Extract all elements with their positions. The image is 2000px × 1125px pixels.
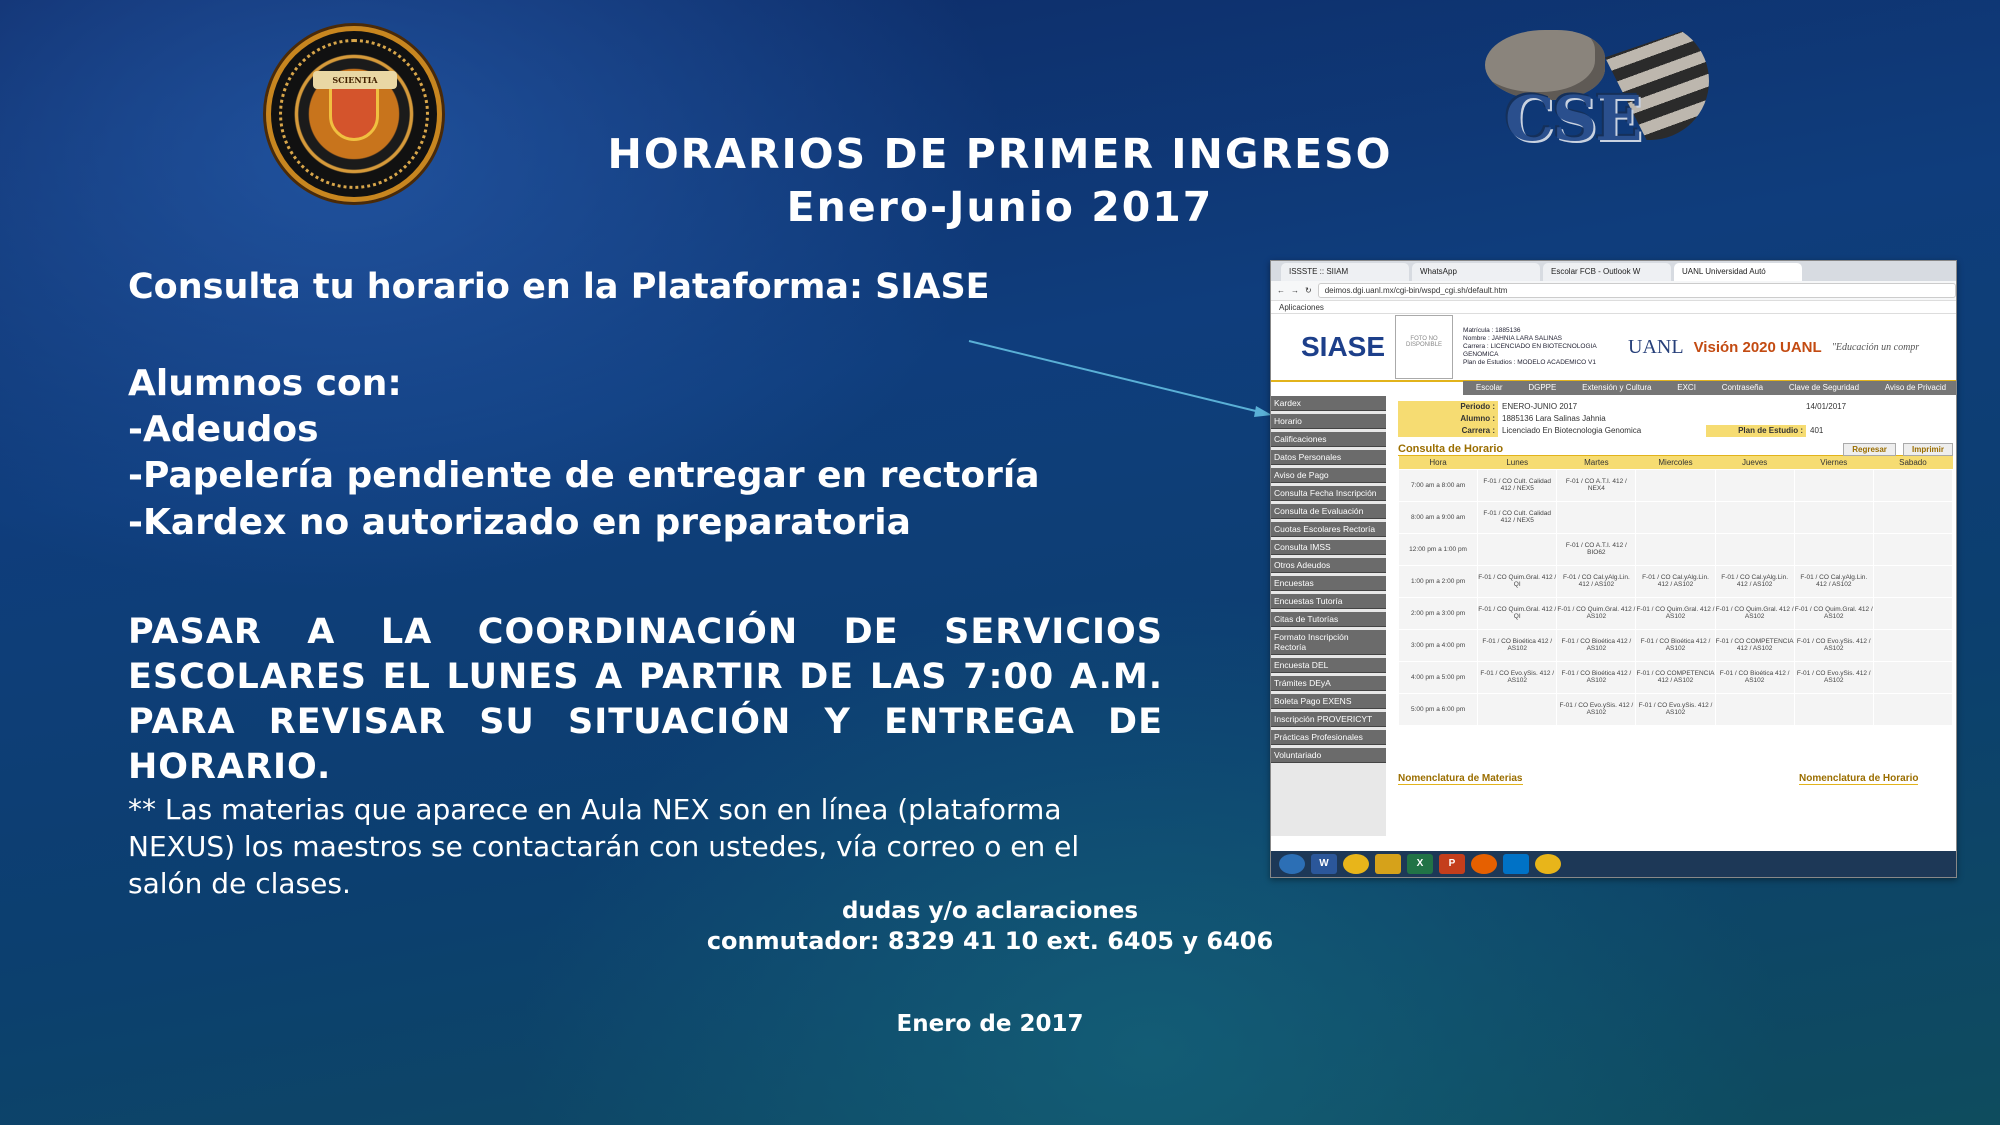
browser-tab[interactable]: ISSSTE :: SIIAM [1281, 263, 1409, 281]
hora-cell: 8:00 am a 9:00 am [1399, 501, 1478, 533]
sidebar-item[interactable]: Boleta Pago EXENS [1271, 694, 1386, 709]
class-cell: F-01 / CO A.T.I. 412 / NEX4 [1557, 469, 1636, 501]
sidebar-item[interactable]: Citas de Tutorías [1271, 612, 1386, 627]
coordinacion-notice: PASAR A LA COORDINACIÓN DE SERVICIOS ESCOLARES EL LUNES A PARTIR DE LAS 7:00 A.M. PARA REVISAR SU SITUACIÓN Y ENTREGA DE HORARIO. [128, 612, 1163, 787]
plan-label: Plan de Estudio : [1706, 425, 1806, 437]
alumnos-item: -Adeudos [128, 409, 319, 450]
url-field[interactable]: deimos.dgi.uanl.mx/cgi-bin/wspd_cgi.sh/default.htm [1318, 283, 1956, 298]
days-header [1399, 456, 1953, 469]
page-title: HORARIOS DE PRIMER INGRESO [607, 130, 1393, 178]
periodo-label: Periodo : [1398, 401, 1498, 413]
arrow-line [969, 341, 1268, 414]
class-cell: F-01 / CO Quim.Gral. 412 / QI [1478, 597, 1557, 629]
class-cell [1636, 469, 1715, 501]
class-cell: F-01 / CO Cal.yAlg.Lin. 412 / AS102 [1557, 565, 1636, 597]
day-header: Hora [1399, 456, 1478, 469]
uanl-logo: UANL [1628, 335, 1684, 358]
topnav-item[interactable]: Contraseña [1721, 383, 1764, 392]
class-cell [1873, 661, 1952, 693]
student-info [1463, 327, 1618, 367]
hora-cell: 12:00 pm a 1:00 pm [1399, 533, 1478, 565]
siase-topnav [1463, 381, 1957, 395]
info-row [1398, 425, 1953, 437]
class-cell: F-01 / CO Evo.ySis. 412 / AS102 [1636, 693, 1715, 725]
page-subtitle: Enero-Junio 2017 [786, 183, 1214, 231]
sidebar-item[interactable]: Kardex [1271, 396, 1386, 411]
browser-tab[interactable]: WhatsApp [1412, 263, 1540, 281]
student-info-line: Carrera : LICENCIADO EN BIOTECNOLOGIA GENOMICA [1463, 343, 1597, 358]
reload-icon[interactable]: ↻ [1305, 286, 1312, 295]
powerpoint-icon[interactable]: P [1439, 854, 1465, 874]
class-cell [1715, 533, 1794, 565]
table-row [1399, 469, 1953, 501]
hora-cell: 2:00 pm a 3:00 pm [1399, 597, 1478, 629]
class-cell: F-01 / CO Cal.yAlg.Lin. 412 / AS102 [1715, 565, 1794, 597]
nomen-horario-title: Nomenclatura de Horario [1799, 773, 1919, 784]
sidebar-item[interactable]: Consulta de Evaluación [1271, 504, 1386, 519]
siase-logo: SIASE [1301, 331, 1386, 362]
class-cell [1715, 501, 1794, 533]
consulta-horario-label: Consulta de Horario [1398, 443, 1504, 455]
browser-tabbar [1271, 261, 1956, 281]
contact-phone: conmutador: 8329 41 10 ext. 6405 y 6406 [706, 927, 1274, 955]
class-cell [1794, 469, 1873, 501]
class-cell [1557, 501, 1636, 533]
sidebar-item[interactable]: Cuotas Escolares Rectoría [1271, 522, 1386, 537]
seal-motto: SCIENTIA [313, 71, 397, 89]
info-row [1398, 413, 1953, 425]
sidebar-item[interactable]: Otros Adeudos [1271, 558, 1386, 573]
class-cell [1636, 533, 1715, 565]
class-cell: F-01 / CO Cult. Calidad 412 / NEX5 [1478, 501, 1557, 533]
browser-tab-active[interactable]: UANL Universidad Autó [1674, 263, 1802, 281]
horario-content [1398, 401, 1953, 726]
sidebar-item[interactable]: Encuestas [1271, 576, 1386, 591]
regresar-button[interactable]: Regresar [1843, 443, 1896, 456]
siase-sidebar [1271, 396, 1386, 836]
sidebar-item[interactable]: Consulta IMSS [1271, 540, 1386, 555]
class-cell: F-01 / CO COMPETENCIA 412 / AS102 [1715, 629, 1794, 661]
class-cell [1794, 501, 1873, 533]
footer-date: Enero de 2017 [896, 1011, 1084, 1037]
hora-cell: 5:00 pm a 6:00 pm [1399, 693, 1478, 725]
chrome-icon[interactable] [1343, 854, 1369, 874]
alumnos-item: -Papelería pendiente de entregar en rectoría [128, 455, 1040, 496]
hora-cell: 3:00 pm a 4:00 pm [1399, 629, 1478, 661]
bookmarks-bar[interactable]: Aplicaciones [1271, 301, 1956, 314]
forward-icon[interactable]: → [1291, 286, 1299, 295]
fecha-value: 14/01/2017 [1806, 402, 1847, 411]
consulta-horario-title [1398, 443, 1953, 456]
topnav-item[interactable]: Clave de Seguridad [1788, 383, 1860, 392]
class-cell [1794, 533, 1873, 565]
hora-cell: 1:00 pm a 2:00 pm [1399, 565, 1478, 597]
contact-heading: dudas y/o aclaraciones [841, 898, 1139, 924]
class-cell [1636, 501, 1715, 533]
sidebar-item[interactable]: Consulta Fecha Inscripción [1271, 486, 1386, 501]
sidebar-item[interactable]: Trámites DEyA [1271, 676, 1386, 691]
class-cell: F-01 / CO Quim.Gral. 412 / AS102 [1794, 597, 1873, 629]
carrera-value: Licenciado En Biotecnologia Genomica [1502, 426, 1642, 435]
class-cell [1794, 693, 1873, 725]
class-cell: F-01 / CO Quim.Gral. 412 / AS102 [1636, 597, 1715, 629]
alumnos-heading: Alumnos con: [128, 363, 402, 404]
class-cell [1873, 565, 1952, 597]
nomen-materias-title: Nomenclatura de Materias [1398, 773, 1523, 784]
class-cell [1873, 597, 1952, 629]
sidebar-item[interactable]: Aviso de Pago [1271, 468, 1386, 483]
table-row [1399, 661, 1953, 693]
class-cell: F-01 / CO Cal.yAlg.Lin. 412 / AS102 [1794, 565, 1873, 597]
day-header: Miercoles [1636, 456, 1715, 469]
class-cell: F-01 / CO Evo.ySis. 412 / AS102 [1478, 661, 1557, 693]
class-cell: F-01 / CO Bioética 412 / AS102 [1557, 629, 1636, 661]
topnav-item[interactable]: Extensión y Cultura [1582, 383, 1652, 392]
day-header: Lunes [1478, 456, 1557, 469]
file-explorer-icon[interactable] [1375, 854, 1401, 874]
sidebar-item[interactable]: Prácticas Profesionales [1271, 730, 1386, 745]
day-header: Sabado [1873, 456, 1952, 469]
address-bar [1271, 281, 1956, 301]
class-cell: F-01 / CO Bioética 412 / AS102 [1557, 661, 1636, 693]
class-cell: F-01 / CO Bioética 412 / AS102 [1478, 629, 1557, 661]
sidebar-item[interactable]: Calificaciones [1271, 432, 1386, 447]
sidebar-item[interactable]: Horario [1271, 414, 1386, 429]
class-cell: F-01 / CO Quim.Gral. 412 / AS102 [1715, 597, 1794, 629]
cse-logo-text: CSE [1505, 82, 1641, 155]
sidebar-item[interactable]: Datos Personales [1271, 450, 1386, 465]
table-row [1399, 533, 1953, 565]
back-icon[interactable]: ← [1277, 286, 1285, 295]
alumno-label: Alumno : [1398, 413, 1498, 425]
sidebar-item[interactable]: Voluntariado [1271, 748, 1386, 763]
class-cell: F-01 / CO Cal.yAlg.Lin. 412 / AS102 [1636, 565, 1715, 597]
siase-screenshot [1270, 260, 1957, 878]
sidebar-item[interactable]: Encuesta DEL [1271, 658, 1386, 673]
imprimir-button[interactable]: Imprimir [1903, 443, 1953, 456]
sidebar-item[interactable]: Encuestas Tutoría [1271, 594, 1386, 609]
day-header: Martes [1557, 456, 1636, 469]
consulta-siase: Consulta tu horario en la Plataforma: SIASE [128, 267, 990, 307]
class-cell: F-01 / CO Bioética 412 / AS102 [1636, 629, 1715, 661]
class-cell: F-01 / CO Evo.ySis. 412 / AS102 [1794, 629, 1873, 661]
class-cell: F-01 / CO A.T.I. 412 / BIO62 [1557, 533, 1636, 565]
sidebar-item[interactable]: Inscripción PROVERICYT [1271, 712, 1386, 727]
class-cell [1478, 533, 1557, 565]
table-row [1399, 565, 1953, 597]
topnav-item[interactable]: Aviso de Privacid [1884, 383, 1947, 392]
class-cell: F-01 / CO Cult. Calidad 412 / NEX5 [1478, 469, 1557, 501]
vision-2020-logo: Visión 2020 UANL [1693, 338, 1822, 356]
class-cell: F-01 / CO Bioética 412 / AS102 [1715, 661, 1794, 693]
class-cell [1715, 469, 1794, 501]
photo-placeholder: FOTO NO DISPONIBLE [1395, 315, 1453, 379]
browser-tab[interactable]: Escolar FCB - Outlook W [1543, 263, 1671, 281]
aula-nex-note: ** Las materias que aparece en Aula NEX son en línea (plataforma NEXUS) los maestros se contactarán con ustedes, vía correo o en el salón de clases. [128, 793, 1080, 900]
outlook-icon[interactable] [1503, 854, 1529, 874]
class-cell: F-01 / CO Quim.Gral. 412 / AS102 [1557, 597, 1636, 629]
day-header: Viernes [1794, 456, 1873, 469]
header-quote: "Educación un compr [1831, 341, 1920, 353]
horario-table [1398, 456, 1953, 726]
class-cell [1873, 501, 1952, 533]
horario-body [1399, 469, 1953, 725]
start-button-icon[interactable] [1279, 854, 1305, 874]
table-row [1399, 597, 1953, 629]
class-cell: F-01 / CO Evo.ySis. 412 / AS102 [1794, 661, 1873, 693]
topnav-item[interactable]: Escolar [1475, 383, 1503, 392]
class-cell [1873, 693, 1952, 725]
alumnos-item: -Kardex no autorizado en preparatoria [128, 502, 911, 543]
day-header: Jueves [1715, 456, 1794, 469]
class-cell: F-01 / CO COMPETENCIA 412 / AS102 [1636, 661, 1715, 693]
topnav-item[interactable]: DGPPE [1528, 383, 1557, 392]
chrome-icon[interactable] [1535, 854, 1561, 874]
firefox-icon[interactable] [1471, 854, 1497, 874]
alumno-value: 1885136 Lara Salinas Jahnia [1502, 414, 1606, 423]
hora-cell: 7:00 am a 8:00 am [1399, 469, 1478, 501]
class-cell: F-01 / CO Quim.Gral. 412 / QI [1478, 565, 1557, 597]
sidebar-item[interactable]: Formato Inscripción Rectoría [1271, 630, 1386, 655]
word-icon[interactable]: W [1311, 854, 1337, 874]
hora-cell: 4:00 pm a 5:00 pm [1399, 661, 1478, 693]
student-info-line: Matrícula : 1885136 [1463, 327, 1521, 334]
excel-icon[interactable]: X [1407, 854, 1433, 874]
info-row [1398, 401, 1953, 413]
table-row [1399, 501, 1953, 533]
class-cell [1873, 533, 1952, 565]
periodo-value: ENERO-JUNIO 2017 [1502, 402, 1578, 411]
plan-value: 401 [1810, 426, 1824, 435]
student-info-line: Plan de Estudios : MODELO ACADEMICO V1 [1463, 359, 1596, 366]
class-cell [1873, 629, 1952, 661]
carrera-label: Carrera : [1398, 425, 1498, 437]
student-info-line: Nombre : JAHNIA LARA SALINAS [1463, 335, 1563, 342]
class-cell [1478, 693, 1557, 725]
topnav-item[interactable]: EXCI [1677, 383, 1696, 392]
class-cell: F-01 / CO Evo.ySis. 412 / AS102 [1557, 693, 1636, 725]
table-row [1399, 693, 1953, 725]
windows-taskbar [1271, 851, 1957, 877]
siase-header [1271, 314, 1956, 382]
class-cell [1715, 693, 1794, 725]
table-row [1399, 629, 1953, 661]
class-cell [1873, 469, 1952, 501]
